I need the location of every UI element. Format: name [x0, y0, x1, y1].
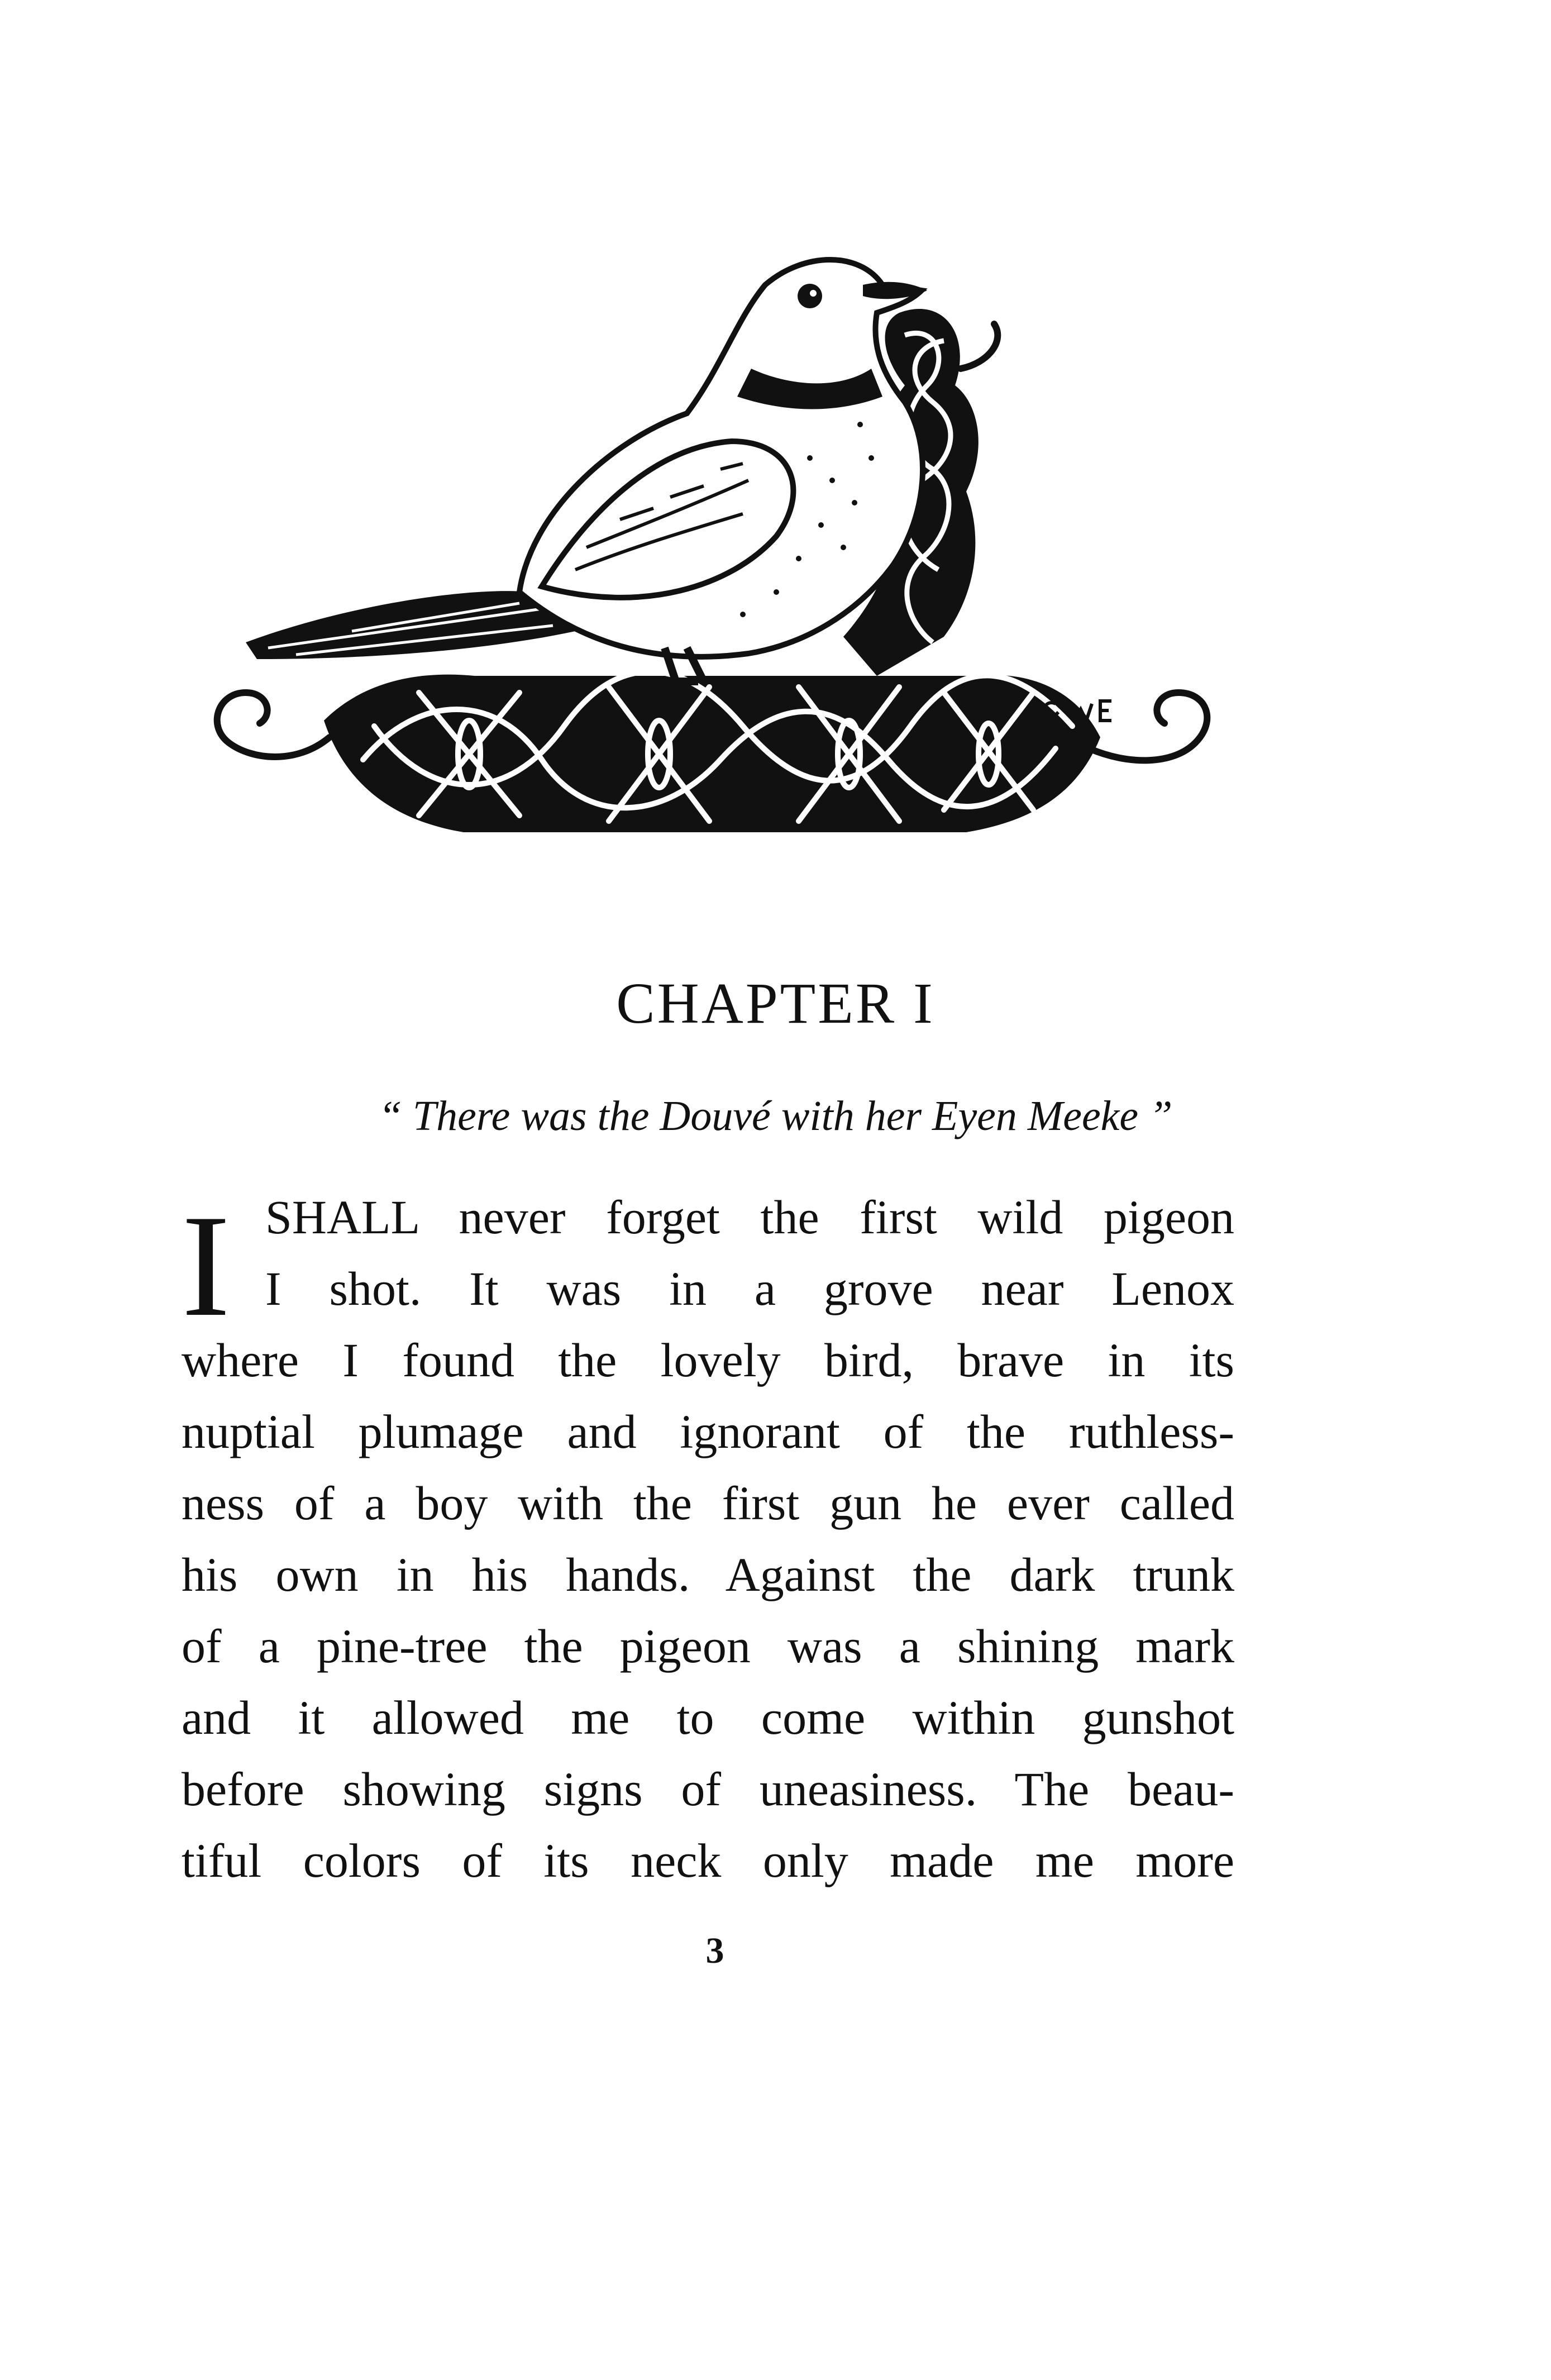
- chapter-heading: CHAPTER I: [616, 971, 935, 1036]
- page-number: 3: [705, 1930, 724, 1971]
- text-line: SHALL never forget the first wild pigeon: [265, 1190, 1234, 1244]
- text-line: and it allowed me to come within gunshot: [182, 1691, 1234, 1744]
- text-line: I shot. It was in a grove near Lenox: [265, 1262, 1234, 1315]
- text-line: before showing signs of uneasiness. The beau-: [182, 1762, 1234, 1816]
- illustration-drawing: [184, 201, 1229, 927]
- text-line: his own in his hands. Against the dark trunk: [182, 1548, 1234, 1601]
- text-line: tiful colors of its neck only made me more: [182, 1834, 1234, 1887]
- body-paragraph: [182, 1181, 1234, 1896]
- text-line: of a pine-tree the pigeon was a shining mark: [182, 1619, 1234, 1673]
- pigeon-drawing: [246, 260, 927, 681]
- pigeon-knotwork-illustration: [184, 201, 1229, 927]
- text-line: where I found the lovely bird, brave in its: [182, 1333, 1234, 1387]
- drop-cap: I: [182, 1185, 231, 1347]
- text-line: nuptial plumage and ignorant of the ruthless-: [182, 1405, 1234, 1458]
- chapter-epigraph: “ There was the Douvé with her Eyen Meeke ”: [378, 1093, 1173, 1139]
- text-line: ness of a boy with the first gun he ever called: [182, 1476, 1234, 1530]
